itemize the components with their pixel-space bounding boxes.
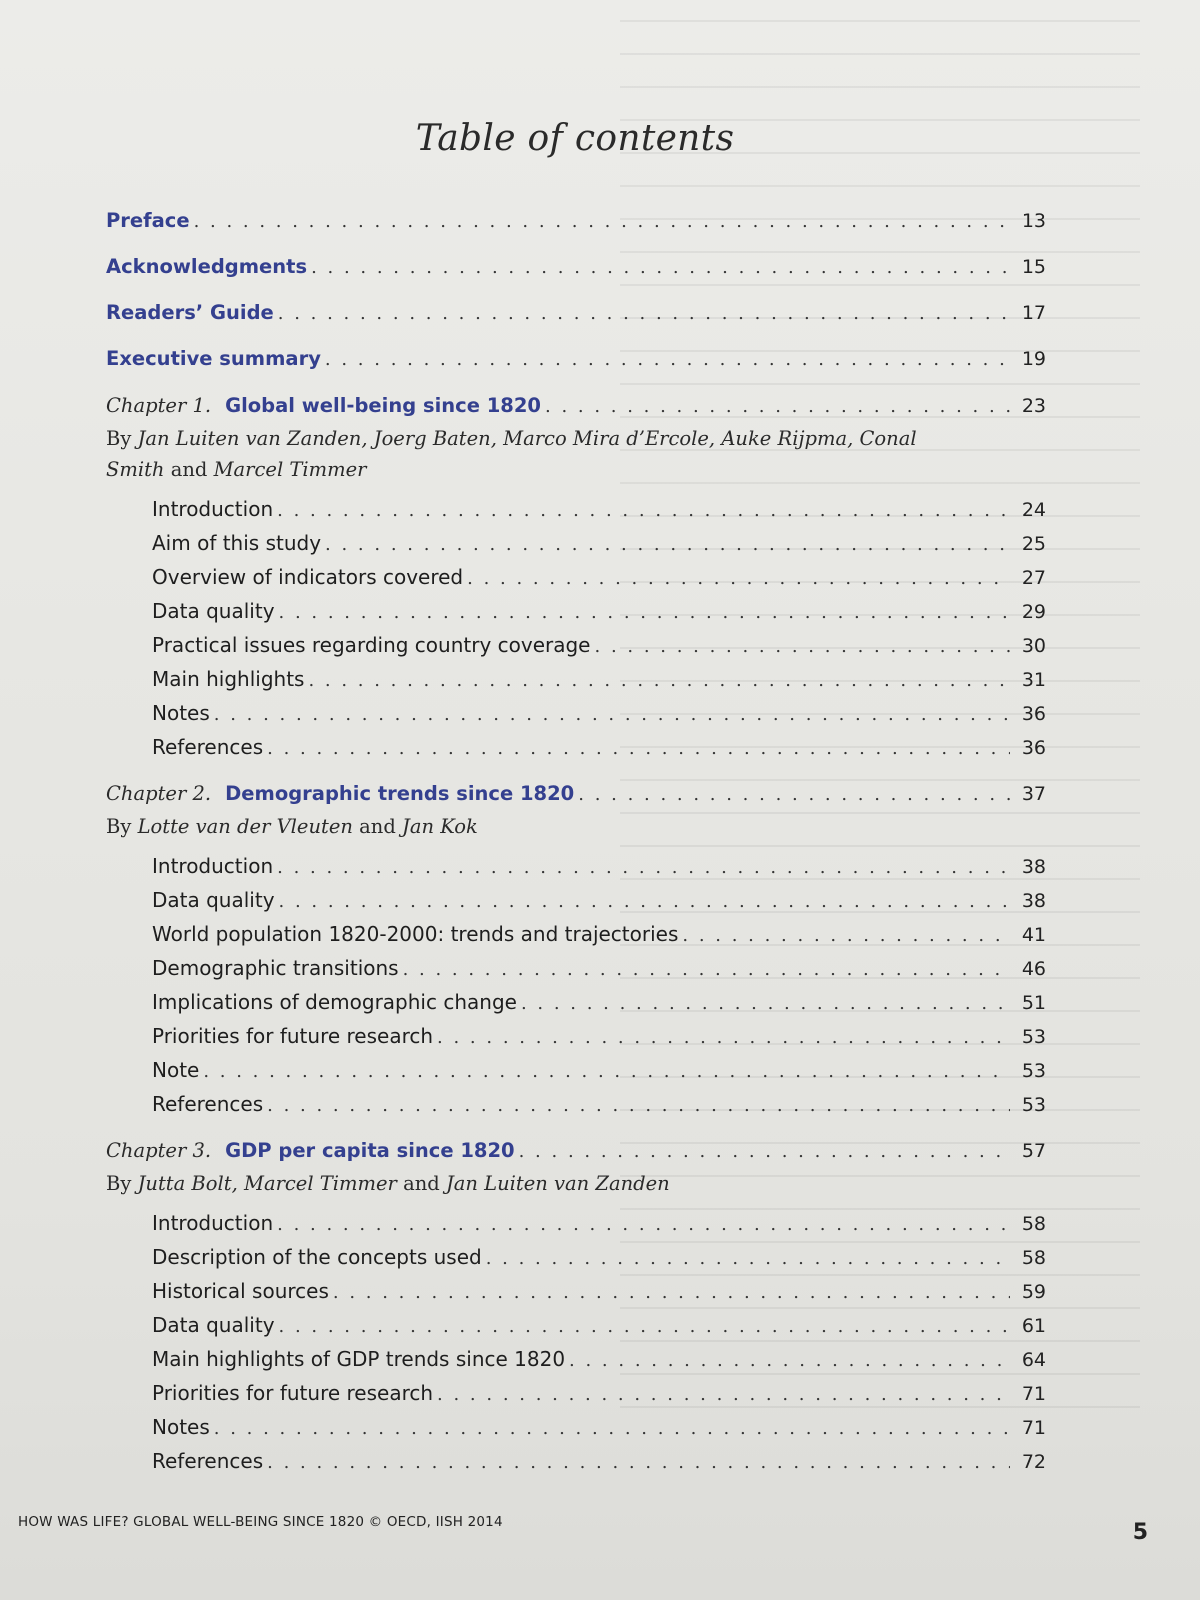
section-entry[interactable]	[106, 1207, 1046, 1241]
toc-entry-label: Readers’ Guide	[106, 301, 274, 324]
section-entry[interactable]	[106, 561, 1046, 595]
chapter-heading-label	[106, 389, 541, 422]
toc-entry[interactable]	[106, 343, 1046, 376]
section-page: 31	[1021, 669, 1046, 691]
section-label: Notes	[152, 1415, 210, 1439]
section-page: 30	[1021, 635, 1046, 657]
section-label: Main highlights	[152, 667, 305, 691]
leader-dots	[521, 988, 1010, 1020]
leader-dots	[278, 298, 1010, 330]
section-entry[interactable]	[106, 918, 1046, 952]
section-page: 58	[1021, 1213, 1046, 1235]
section-label: Introduction	[152, 854, 274, 878]
authors-and: and	[403, 1172, 440, 1195]
section-entry[interactable]	[106, 1020, 1046, 1054]
toc-entry-label: Acknowledgments	[106, 255, 308, 278]
section-label: Data quality	[152, 599, 275, 623]
chapter-page: 37	[1021, 783, 1046, 805]
toc-entry[interactable]	[106, 251, 1046, 284]
leader-dots	[578, 779, 1010, 811]
section-entry[interactable]	[106, 1343, 1046, 1377]
leader-dots	[267, 733, 1010, 765]
section-label: Priorities for future research	[152, 1024, 434, 1048]
section-entry[interactable]	[106, 1275, 1046, 1309]
section-page: 41	[1021, 924, 1046, 946]
leader-dots	[279, 1311, 1010, 1343]
chapter-authors	[106, 1168, 926, 1199]
leader-dots	[519, 1136, 1010, 1168]
authors-names: Jan Luiten van Zanden, Joerg Baten, Marco Mira d’Ercole, Auke Rijpma, Conal Smith	[106, 427, 917, 481]
chapter-block	[106, 777, 1046, 1122]
authors-names: Lotte van der Vleuten	[137, 815, 353, 838]
section-label: Data quality	[152, 888, 275, 912]
authors-and: and	[359, 815, 396, 838]
chapter-heading[interactable]	[106, 389, 1046, 423]
leader-dots	[279, 597, 1010, 629]
section-page: 25	[1021, 533, 1046, 555]
chapter-heading-label	[106, 1134, 515, 1167]
leader-dots	[277, 495, 1010, 527]
chapter-page: 23	[1021, 395, 1046, 417]
authors-names-last: Jan Kok	[402, 815, 478, 838]
leader-dots	[437, 1379, 1010, 1411]
toc-entry-label: Executive summary	[106, 347, 321, 370]
leader-dots	[267, 1090, 1010, 1122]
chapter-heading[interactable]	[106, 1134, 1046, 1168]
leader-dots	[277, 1209, 1010, 1241]
section-label: Main highlights of GDP trends since 1820	[152, 1347, 566, 1371]
section-page: 53	[1021, 1026, 1046, 1048]
chapter-number: Chapter 2.	[106, 782, 212, 805]
section-entry[interactable]	[106, 493, 1046, 527]
leader-dots	[325, 344, 1010, 376]
section-label: References	[152, 1449, 264, 1473]
section-page: 46	[1021, 958, 1046, 980]
authors-names: Jutta Bolt, Marcel Timmer	[137, 1172, 397, 1195]
section-label: Implications of demographic change	[152, 990, 517, 1014]
leader-dots	[203, 1056, 1010, 1088]
section-page: 38	[1021, 856, 1046, 878]
chapter-authors	[106, 811, 926, 842]
chapter-block	[106, 1134, 1046, 1479]
section-page: 36	[1021, 737, 1046, 759]
front-matter-list	[106, 205, 1046, 376]
chapter-title: Demographic trends since 1820	[225, 782, 575, 805]
section-label: References	[152, 735, 264, 759]
section-label: Demographic transitions	[152, 956, 399, 980]
chapter-authors	[106, 423, 926, 485]
section-page: 29	[1021, 601, 1046, 623]
section-entry[interactable]	[106, 1054, 1046, 1088]
section-entry[interactable]	[106, 527, 1046, 561]
section-entry[interactable]	[106, 884, 1046, 918]
section-label: References	[152, 1092, 264, 1116]
section-page: 61	[1021, 1315, 1046, 1337]
section-entry[interactable]	[106, 1445, 1046, 1479]
section-entry[interactable]	[106, 850, 1046, 884]
leader-dots	[311, 252, 1010, 284]
section-entry[interactable]	[106, 1411, 1046, 1445]
chapter-block	[106, 389, 1046, 765]
leader-dots	[194, 206, 1010, 238]
section-label: Introduction	[152, 1211, 274, 1235]
toc-entry-page: 15	[1021, 256, 1046, 278]
section-entry[interactable]	[106, 952, 1046, 986]
section-page: 24	[1021, 499, 1046, 521]
leader-dots	[569, 1345, 1010, 1377]
section-page: 27	[1021, 567, 1046, 589]
leader-dots	[214, 1413, 1010, 1445]
section-label: Overview of indicators covered	[152, 565, 464, 589]
chapter-title: GDP per capita since 1820	[225, 1139, 515, 1162]
section-entry[interactable]	[106, 663, 1046, 697]
section-label: Practical issues regarding country coverage	[152, 633, 591, 657]
leader-dots	[682, 920, 1010, 952]
leader-dots	[267, 1447, 1010, 1479]
authors-prefix: By	[106, 1172, 132, 1195]
section-label: World population 1820-2000: trends and trajectories	[152, 922, 679, 946]
section-label: Introduction	[152, 497, 274, 521]
section-page: 38	[1021, 890, 1046, 912]
leader-dots	[403, 954, 1010, 986]
leader-dots	[595, 631, 1011, 663]
section-entry[interactable]	[106, 986, 1046, 1020]
section-page: 53	[1021, 1094, 1046, 1116]
page-title: Table of contents	[415, 118, 735, 159]
section-label: Historical sources	[152, 1279, 329, 1303]
leader-dots	[325, 529, 1010, 561]
page-number: 5	[1132, 1520, 1148, 1545]
section-page: 51	[1021, 992, 1046, 1014]
leader-dots	[279, 886, 1010, 918]
leader-dots	[437, 1022, 1010, 1054]
section-page: 64	[1021, 1349, 1046, 1371]
chapter-list	[106, 389, 1046, 1479]
running-footer: HOW WAS LIFE? GLOBAL WELL-BEING SINCE 1820 © OECD, IISH 2014	[18, 1514, 503, 1530]
section-page: 53	[1021, 1060, 1046, 1082]
authors-names-last: Marcel Timmer	[213, 458, 367, 481]
leader-dots	[545, 391, 1010, 423]
section-page: 36	[1021, 703, 1046, 725]
section-label: Data quality	[152, 1313, 275, 1337]
chapter-number: Chapter 3.	[106, 1139, 212, 1162]
toc-entry-page: 19	[1021, 348, 1046, 370]
section-page: 71	[1021, 1383, 1046, 1405]
section-page: 59	[1021, 1281, 1046, 1303]
section-entry[interactable]	[106, 1377, 1046, 1411]
leader-dots	[308, 665, 1010, 697]
leader-dots	[486, 1243, 1010, 1275]
table-of-contents	[106, 205, 1046, 1491]
chapter-number: Chapter 1.	[106, 394, 212, 417]
section-label: Notes	[152, 701, 210, 725]
section-page: 71	[1021, 1417, 1046, 1439]
authors-prefix: By	[106, 815, 132, 838]
chapter-title: Global well-being since 1820	[225, 394, 541, 417]
section-page: 72	[1021, 1451, 1046, 1473]
section-entry[interactable]	[106, 731, 1046, 765]
section-entry[interactable]	[106, 1241, 1046, 1275]
toc-entry[interactable]	[106, 205, 1046, 238]
section-label: Description of the concepts used	[152, 1245, 482, 1269]
section-label: Priorities for future research	[152, 1381, 434, 1405]
toc-entry-label: Preface	[106, 209, 190, 232]
toc-entry-page: 17	[1021, 302, 1046, 324]
leader-dots	[277, 852, 1010, 884]
toc-entry-page: 13	[1021, 210, 1046, 232]
section-entry[interactable]	[106, 1309, 1046, 1343]
chapter-heading-label	[106, 777, 574, 810]
section-entry[interactable]	[106, 697, 1046, 731]
leader-dots	[333, 1277, 1010, 1309]
chapter-heading[interactable]	[106, 777, 1046, 811]
section-label: Note	[152, 1058, 200, 1082]
section-entry[interactable]	[106, 629, 1046, 663]
section-entry[interactable]	[106, 595, 1046, 629]
leader-dots	[467, 563, 1010, 595]
authors-and: and	[170, 458, 208, 481]
section-page: 58	[1021, 1247, 1046, 1269]
leader-dots	[214, 699, 1010, 731]
section-label: Aim of this study	[152, 531, 322, 555]
toc-entry[interactable]	[106, 297, 1046, 330]
chapter-page: 57	[1021, 1140, 1046, 1162]
authors-names-last: Jan Luiten van Zanden	[445, 1172, 670, 1195]
section-entry[interactable]	[106, 1088, 1046, 1122]
authors-prefix: By	[106, 427, 132, 450]
